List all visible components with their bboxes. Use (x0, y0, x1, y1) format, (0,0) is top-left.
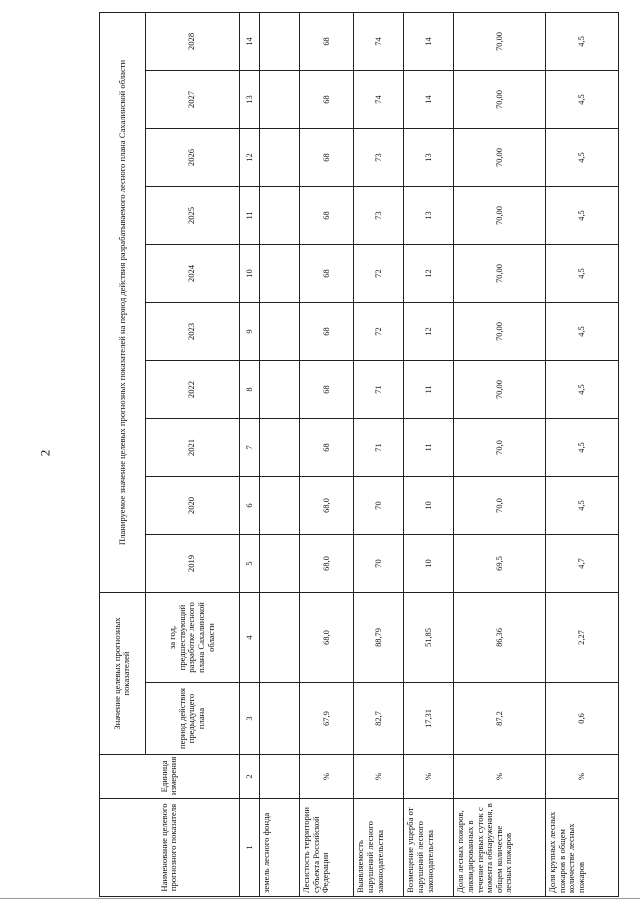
value-planned: 72 (354, 303, 404, 361)
header-year: 2025 (145, 187, 239, 245)
value-planned (260, 129, 300, 187)
value-planned: 68 (300, 303, 354, 361)
table-row (454, 12, 546, 896)
header-year: 2021 (145, 419, 239, 477)
value-planned: 12 (404, 303, 454, 361)
value-prev-period: 67,9 (300, 683, 354, 755)
value-planned: 68,0 (300, 535, 354, 593)
value-planned (260, 245, 300, 303)
value-planned: 4,5 (546, 361, 619, 419)
value-planned: 68 (300, 245, 354, 303)
value-prev-year: 51,85 (404, 593, 454, 683)
column-number: 5 (239, 535, 260, 593)
column-number: 11 (239, 187, 260, 245)
value-planned (260, 12, 300, 70)
column-number: 7 (239, 419, 260, 477)
value-planned: 11 (404, 419, 454, 477)
value-planned: 4,5 (546, 129, 619, 187)
value-planned: 74 (354, 71, 404, 129)
header-year: 2020 (145, 477, 239, 535)
indicator-name: Доля крупных лесных пожаров в общем количестве лесных пожаров (546, 799, 619, 897)
indicator-unit: % (454, 755, 546, 799)
column-number: 6 (239, 477, 260, 535)
value-planned: 68 (300, 12, 354, 70)
value-planned: 11 (404, 361, 454, 419)
value-planned: 69,5 (454, 535, 546, 593)
table-row (300, 12, 354, 896)
value-planned: 4,5 (546, 303, 619, 361)
indicator-name: Доля лесных пожаров, ликвидированных в течение первых суток с момента обнаружения, в общем количестве лесных пожаров (454, 799, 546, 897)
value-planned (260, 535, 300, 593)
column-number: 9 (239, 303, 260, 361)
header-prev-year: за год, предшествующий разработке лесного плана Сахалинской области (145, 593, 239, 683)
value-planned: 68 (300, 419, 354, 477)
indicator-unit: % (300, 755, 354, 799)
value-planned (260, 419, 300, 477)
indicator-name: земель лесного фонда (260, 799, 300, 897)
value-planned: 13 (404, 187, 454, 245)
table-row (260, 12, 300, 896)
indicator-unit: % (546, 755, 619, 799)
value-planned: 68 (300, 71, 354, 129)
value-prev-period: 82,7 (354, 683, 404, 755)
value-planned: 70,00 (454, 71, 546, 129)
value-prev-year: 88,79 (354, 593, 404, 683)
value-planned: 4,5 (546, 245, 619, 303)
value-prev-period: 0,6 (546, 683, 619, 755)
value-planned: 12 (404, 245, 454, 303)
header-year: 2023 (145, 303, 239, 361)
value-planned (260, 477, 300, 535)
table-row (354, 12, 404, 896)
value-planned: 70 (354, 477, 404, 535)
value-planned: 73 (354, 187, 404, 245)
value-planned: 68 (300, 361, 354, 419)
header-year: 2022 (145, 361, 239, 419)
value-planned: 70,00 (454, 245, 546, 303)
header-year: 2026 (145, 129, 239, 187)
value-planned: 70,00 (454, 129, 546, 187)
value-planned (260, 71, 300, 129)
table-row (546, 12, 619, 896)
column-number: 4 (239, 593, 260, 683)
value-planned: 13 (404, 129, 454, 187)
value-planned: 68,0 (300, 477, 354, 535)
indicator-name: Выявляемость нарушений лесного законодательства (354, 799, 404, 897)
value-planned: 70 (354, 535, 404, 593)
value-planned: 71 (354, 419, 404, 477)
column-number: 2 (239, 755, 260, 799)
value-planned: 74 (354, 12, 404, 70)
value-planned: 4,5 (546, 419, 619, 477)
indicator-name: Возмещение ущерба от нарушений лесного законодательства (404, 799, 454, 897)
value-planned: 4,7 (546, 535, 619, 593)
column-number: 10 (239, 245, 260, 303)
value-planned: 70,0 (454, 477, 546, 535)
page-number: 2 (37, 449, 53, 457)
value-planned: 10 (404, 535, 454, 593)
page-edge-line (0, 898, 640, 899)
column-number: 8 (239, 361, 260, 419)
value-prev-year: 86,36 (454, 593, 546, 683)
column-number: 3 (239, 683, 260, 755)
value-planned: 68 (300, 129, 354, 187)
header-year: 2019 (145, 535, 239, 593)
header-year: 2028 (145, 12, 239, 70)
value-planned: 70,0 (454, 419, 546, 477)
value-planned: 71 (354, 361, 404, 419)
value-planned: 73 (354, 129, 404, 187)
value-planned: 70,00 (454, 12, 546, 70)
column-number: 13 (239, 71, 260, 129)
value-prev-period: 87,2 (454, 683, 546, 755)
indicator-unit: % (404, 755, 454, 799)
value-planned: 70,00 (454, 187, 546, 245)
value-planned: 4,5 (546, 12, 619, 70)
header-year: 2027 (145, 71, 239, 129)
header-planned-group: Планируемое значение целевых прогнозных показателей на период действия разрабатываемого лесного плана Сахалинской области (100, 12, 146, 592)
value-planned (260, 187, 300, 245)
value-planned (260, 361, 300, 419)
indicator-unit: % (354, 755, 404, 799)
column-number: 1 (239, 799, 260, 897)
header-year: 2024 (145, 245, 239, 303)
column-number: 12 (239, 129, 260, 187)
value-prev-year: 2,27 (546, 593, 619, 683)
header-values-group: Значение целевых прогнозных показателей (100, 593, 146, 755)
value-prev-period: 17,31 (404, 683, 454, 755)
value-prev-period (260, 683, 300, 755)
value-planned: 4,5 (546, 477, 619, 535)
indicator-name: Лесистость территории субъекта Российской Федерации (300, 799, 354, 897)
value-planned: 4,5 (546, 187, 619, 245)
indicators-table (99, 12, 619, 897)
value-planned: 72 (354, 245, 404, 303)
header-prev-period: период действия предыдущего плана (145, 683, 239, 755)
header-name: Наименование целевого прогнозного показателя (100, 799, 240, 897)
value-planned: 10 (404, 477, 454, 535)
value-planned: 14 (404, 71, 454, 129)
value-prev-year: 68,0 (300, 593, 354, 683)
table-row (404, 12, 454, 896)
value-planned: 68 (300, 187, 354, 245)
value-planned: 70,00 (454, 361, 546, 419)
value-planned (260, 303, 300, 361)
column-number: 14 (239, 12, 260, 70)
header-unit: Единица измерения (100, 755, 240, 799)
indicator-unit (260, 755, 300, 799)
value-planned: 4,5 (546, 71, 619, 129)
value-planned: 70,00 (454, 303, 546, 361)
value-prev-year (260, 593, 300, 683)
value-planned: 14 (404, 12, 454, 70)
